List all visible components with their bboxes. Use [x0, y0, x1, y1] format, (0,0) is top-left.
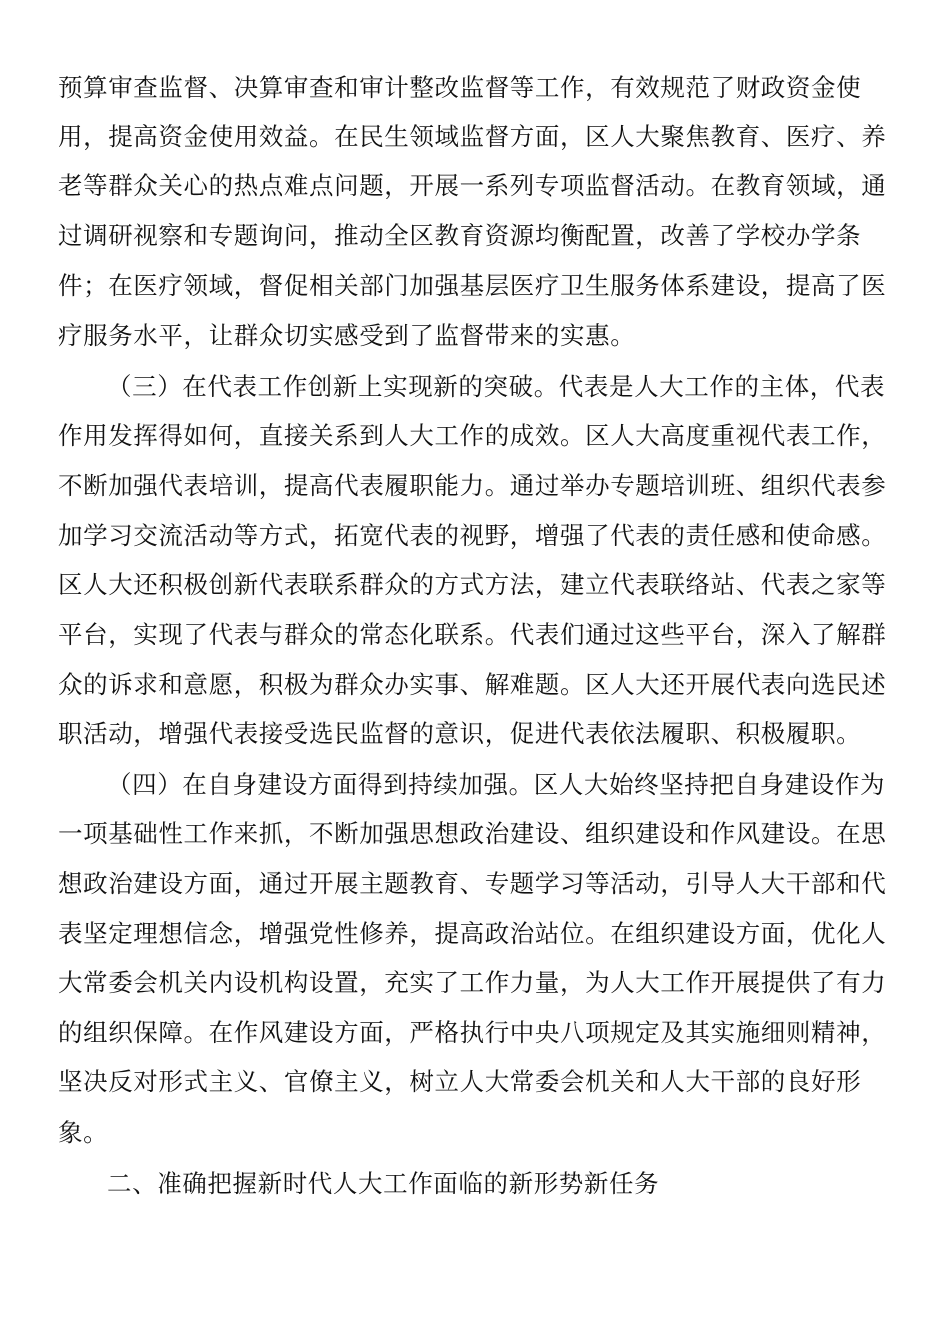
text-line: 预算审查监督、决算审查和审计整改监督等工作，有效规范了财政资金使: [58, 73, 862, 102]
paragraph-heading-3: （三）在代表工作创新上实现新的突破。代表是人大工作的主体，代表: [107, 372, 886, 401]
text-line: 老等群众关心的热点难点问题，开展一系列专项监督活动。在教育领域，通: [58, 171, 887, 200]
text-line: 加学习交流活动等方式，拓宽代表的视野，增强了代表的责任感和使命感。: [58, 521, 887, 550]
text-line: 表坚定理想信念，增强党性修养，提高政治站位。在组织建设方面，优化人: [58, 919, 887, 948]
text-line: 想政治建设方面，通过开展主题教育、专题学习等活动，引导人大干部和代: [58, 869, 887, 898]
text-line: 坚决反对形式主义、官僚主义，树立人大常委会机关和人大干部的良好形: [58, 1067, 862, 1096]
text-line: 一项基础性工作来抓，不断加强思想政治建设、组织建设和作风建设。在思: [58, 819, 887, 848]
text-line: 不断加强代表培训，提高代表履职能力。通过举办专题培训班、组织代表参: [58, 471, 887, 500]
text-line: 平台，实现了代表与群众的常态化联系。代表们通过这些平台，深入了解群: [58, 620, 887, 649]
text-line: 的组织保障。在作风建设方面，严格执行中央八项规定及其实施细则精神，: [58, 1018, 887, 1047]
text-line: 过调研视察和专题询问，推动全区教育资源均衡配置，改善了学校办学条: [58, 221, 862, 250]
text-line: 件；在医疗领域，督促相关部门加强基层医疗卫生服务体系建设，提高了医: [58, 271, 887, 300]
section-heading: 二、准确把握新时代人大工作面临的新形势新任务: [107, 1169, 660, 1198]
text-line: 区人大还积极创新代表联系群众的方式方法，建立代表联络站、代表之家等: [58, 570, 887, 599]
text-line: 疗服务水平，让群众切实感受到了监督带来的实惠。: [58, 321, 636, 350]
text-line: 大常委会机关内设机构设置，充实了工作力量，为人大工作开展提供了有力: [58, 968, 887, 997]
text-line: 象。: [58, 1118, 109, 1147]
text-line: 作用发挥得如何，直接关系到人大工作的成效。区人大高度重视代表工作，: [58, 421, 887, 450]
text-line: 用，提高资金使用效益。在民生领域监督方面，区人大聚焦教育、医疗、养: [58, 122, 887, 151]
text-line: 众的诉求和意愿，积极为群众办实事、解难题。区人大还开展代表向选民述: [58, 670, 887, 699]
paragraph-heading-4: （四）在自身建设方面得到持续加强。区人大始终坚持把自身建设作为: [107, 770, 886, 799]
text-line: 职活动，增强代表接受选民监督的意识，促进代表依法履职、积极履职。: [58, 719, 862, 748]
